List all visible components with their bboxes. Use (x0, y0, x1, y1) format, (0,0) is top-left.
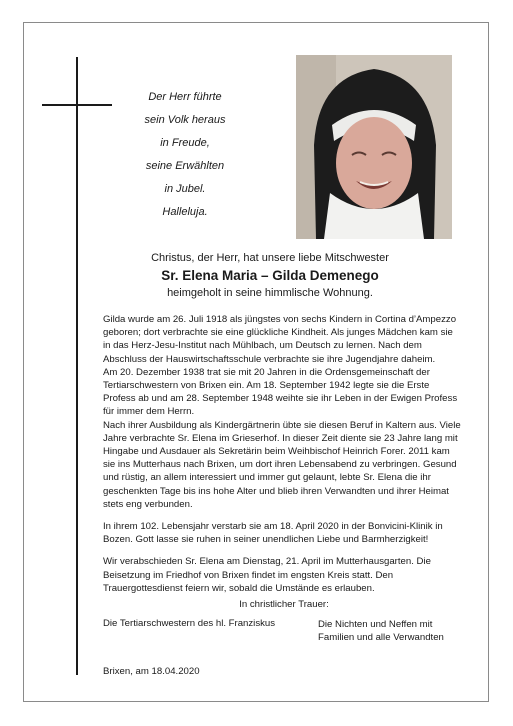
text-line: und rüstig, an allem interessiert und immer gut gelaunt, lebte Sr. Elena die ihr (103, 472, 431, 484)
text-line: Gilda wurde am 26. Juli 1918 als jüngstes von sechs Kindern in Cortina d’Ampezzo (103, 314, 457, 325)
text-line: geschenkten Tage bis ins hohe Alter und blieb ihren Verwandten und ihrer Heimat (103, 485, 449, 497)
text-line: Wir verabschieden Sr. Elena am Dienstag, 21. April im Mutterhausgarten. Die (103, 556, 431, 568)
signature-line: Familien und alle Verwandten (318, 632, 444, 644)
funeral-paragraph (103, 555, 465, 595)
cross-icon (76, 57, 78, 675)
intro-line: Christus, der Herr, hat unsere liebe Mitschwester (151, 252, 389, 264)
verse-line: Halleluja. (162, 206, 208, 218)
text-line: Beisetzung im Friedhof von Brixen findet im engsten Kreis statt. Den (103, 569, 394, 581)
bible-verse (120, 86, 250, 224)
text-line: stets eng verbunden. (103, 498, 193, 510)
verse-line: in Jubel. (164, 183, 206, 195)
text-line: Nach ihrer Ausbildung als Kindergärtnerin übte sie diesen Beruf in Kaltern aus. Viele (103, 419, 461, 431)
text-line: Profess ab und am 28. September 1948 weihte sie ihr Leben in der Ewigen Profess (103, 393, 458, 405)
text-line: in das Herz-Jesu-Institut nach Mühlbach, um Deutsch zu lernen. Nach dem (103, 340, 422, 352)
obituary-body (103, 313, 465, 604)
signature-left: Die Tertiarschwestern des hl. Franziskus (103, 618, 276, 629)
date-line: Brixen, am 18.04.2020 (103, 666, 200, 677)
text-line: Bozen. Gott lasse sie ruhen in seiner unendlichen Liebe und Barmherzigkeit! (103, 534, 429, 546)
text-line: für immer dem Herrn. (103, 406, 195, 418)
text-line: Jahre verbrachte Sr. Elena im Grieserhof. In dieser Zeit diente sie 23 Jahre lang mit (103, 432, 458, 444)
text-line: Am 20. Dezember 1938 trat sie mit 20 Jahren in die Ordensgemeinschaft der (103, 366, 430, 378)
verse-line: in Freude, (160, 137, 210, 149)
deceased-name: Sr. Elena Maria – Gilda Demenego (161, 268, 379, 283)
text-line: sie ins Mutterhaus nach Brixen, um dort ihren Lebensabend zu verbringen. Gesund (103, 459, 457, 471)
verse-line: seine Erwählten (145, 160, 225, 172)
text-line: geboren; dort verbrachte sie eine glückliche Kindheit. Als junges Mädchen kam sie (103, 327, 453, 339)
death-paragraph (103, 520, 465, 546)
text-line: In ihrem 102. Lebensjahr verstarb sie am 18. April 2020 in der Bonvicini-Klinik in (103, 521, 443, 533)
signature-line: Die Nichten und Neffen mit (318, 619, 433, 630)
text-line: Hingabe und Ausdauer als Sekretärin beim Weihbischof Heinrich Forer. 2011 kam (103, 446, 450, 458)
text-line: Tertiarschwestern von Brixen ein. Am 18. September 1942 legte sie die Erste (103, 380, 430, 392)
signature-right (318, 618, 444, 644)
portrait-photo (296, 55, 452, 239)
cross-icon-bar (42, 104, 112, 106)
verse-line: Der Herr führte (148, 91, 222, 103)
biography-paragraph (103, 313, 465, 511)
text-line: Abschluss der Hauswirtschaftsschule verbrachte sie ihre Jugendjahre daheim. (103, 353, 436, 365)
text-line: Trauergottesdienst feiern wir, sobald die Umstände es erlauben. (103, 582, 375, 594)
closing-line: In christlicher Trauer: (239, 599, 329, 610)
verse-line: sein Volk heraus (144, 114, 226, 126)
outro-line: heimgeholt in seine himmlische Wohnung. (167, 287, 373, 299)
